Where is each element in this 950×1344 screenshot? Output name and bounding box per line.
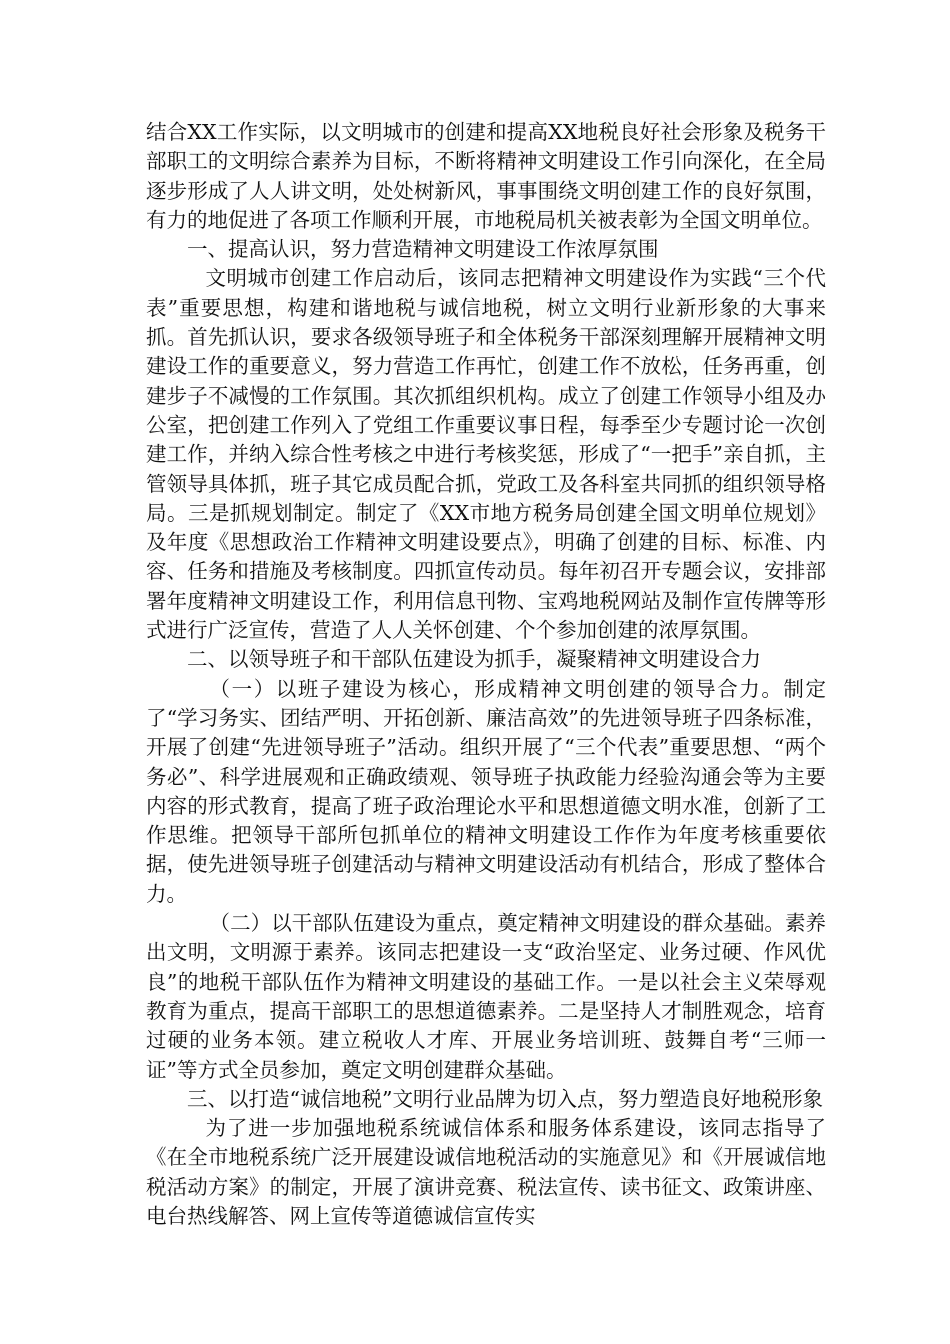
section-3-paragraph: 为了进一步加强地税系统诚信体系和服务体系建设，该同志指导了《在全市地税系统广泛开展建设诚信地税活动的实施意见》和《开展诚信地税活动方案》的制定，开展了演讲竞赛、税法宣传、读书征文、政策讲座、电台热线解答、网上宣传等道德诚信宣传实 bbox=[146, 1116, 826, 1228]
section-heading-3: 三、以打造“诚信地税”文明行业品牌为切入点，努力塑造良好地税形象 bbox=[187, 1086, 823, 1111]
section-2-subsection-1: （一）以班子建设为核心，形成精神文明创建的领导合力。制定了“学习务实、团结严明、开拓创新、廉洁高效”的先进领导班子四条标准，开展了创建“先进领导班子”活动。组织开展了“三个代表”重要思想、“两个务必”、科学进展观和正确政绩观、领导班子执政能力经验沟通会等为主要内容的形式教育，提高了班子政治理论水平和思想道德文明水准，创新了工作思维。把领导干部所包抓单位的精神文明建设工作作为年度考核重要依据，使先进领导班子创建活动与精神文明建设活动有机结合，形成了整体合力。 bbox=[146, 676, 826, 906]
section-2-subsection-2: （二）以干部队伍建设为重点，奠定精神文明建设的群众基础。素养出文明，文明源于素养。该同志把建设一支“政治坚定、业务过硬、作风优良”的地税干部队伍作为精神文明建设的基础工作。一是以社会主义荣辱观教育为重点，提高干部职工的思想道德素养。二是坚持人才制胜观念，培育过硬的业务本领。建立税收人才库、开展业务培训班、鼓舞自考“三师一证”等方式全员参加，奠定文明创建群众基础。 bbox=[146, 911, 826, 1082]
section-1-paragraph: 文明城市创建工作启动后，该同志把精神文明建设作为实践“三个代表”重要思想，构建和谐地税与诚信地税，树立文明行业新形象的大事来抓。首先抓认识，要求各级领导班子和全体税务干部深刻理解开展精神文明建设工作的重要意义，努力营造工作再忙，创建工作不放松，任务再重，创建步子不减慢的工作氛围。其次抓组织机构。成立了创建工作领导小组及办公室，把创建工作列入了党组工作重要议事日程，每季至少专题讨论一次创建工作，并纳入综合性考核之中进行考核奖惩，形成了“一把手”亲自抓，主管领导具体抓，班子其它成员配合抓，党政工及各科室共同抓的组织领导格局。三是抓规划制定。制定了《XX市地方税务局创建全国文明单位规划》及年度《思想政治工作精神文明建设要点》，明确了创建的目标、标准、内容、任务和措施及考核制度。四抓宣传动员。每年初召开专题会议，安排部署年度精神文明建设工作，利用信息刊物、宝鸡地税网站及制作宣传牌等形式进行广泛宣传，营造了人人关怀创建、个个参加创建的浓厚氛围。 bbox=[146, 266, 826, 643]
section-heading-2: 二、以领导班子和干部队伍建设为抓手，凝聚精神文明建设合力 bbox=[187, 647, 761, 672]
intro-paragraph: 结合XX工作实际，以文明城市的创建和提高XX地税良好社会形象及税务干部职工的文明综合素养为目标，不断将精神文明建设工作引向深化，在全局逐步形成了人人讲文明，处处树新风，事事围绕文明创建工作的良好氛围，有力的地促进了各项工作顺利开展，市地税局机关被表彰为全国文明单位。 bbox=[146, 120, 826, 232]
section-heading-1: 一、提高认识，努力营造精神文明建设工作浓厚氛围 bbox=[187, 237, 659, 262]
document-body bbox=[146, 118, 826, 1231]
